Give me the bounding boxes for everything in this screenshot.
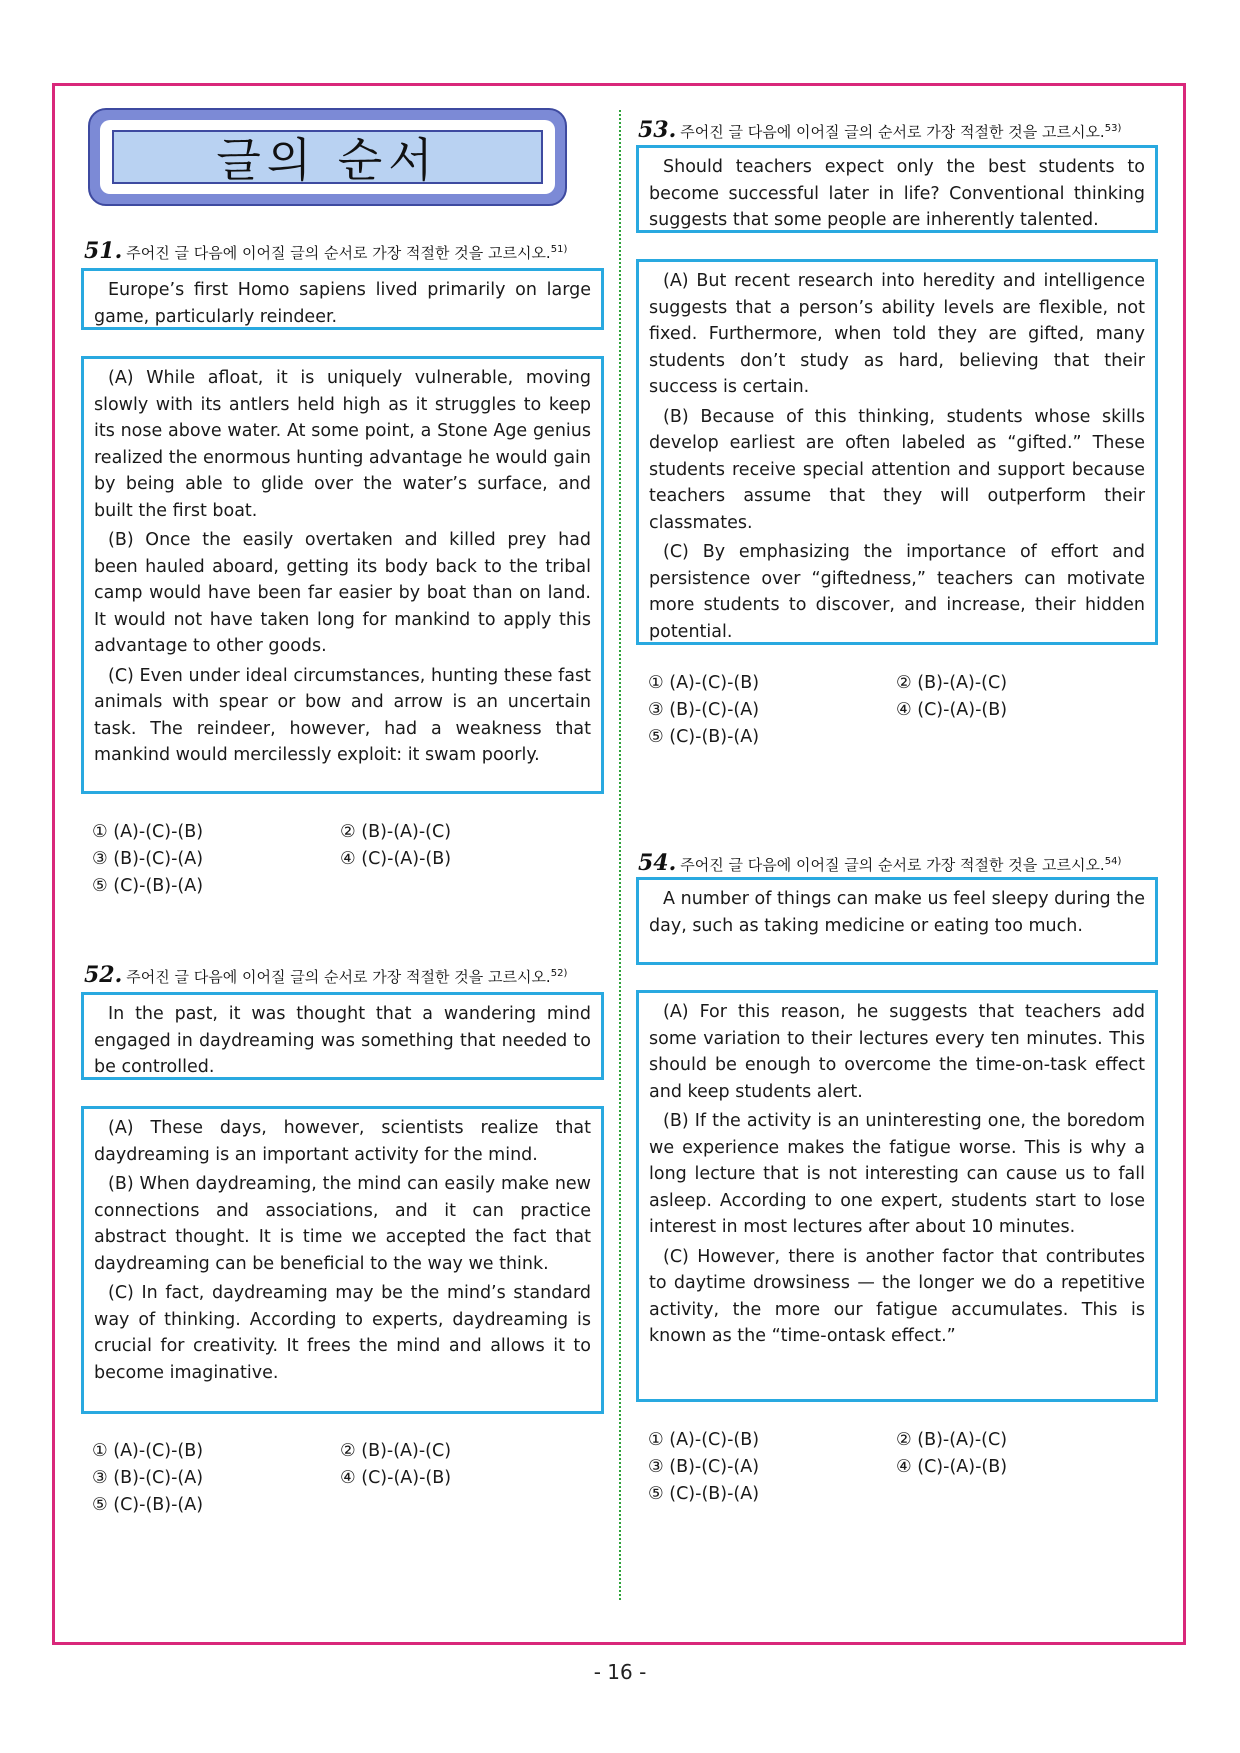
- option-1[interactable]: ① (A)-(C)-(B): [648, 673, 760, 693]
- question-ref: 53): [1104, 123, 1122, 134]
- paragraph-c: (C) In fact, daydreaming may be the mind’s standard way of thinking. According to experts, daydreaming is crucial for creativity. It frees the mind and allows it to become imaginative.: [94, 1283, 591, 1383]
- option-5[interactable]: ⑤ (C)-(B)-(A): [648, 727, 760, 747]
- option-4[interactable]: ④ (C)-(A)-(B): [896, 700, 1008, 720]
- option-1[interactable]: ① (A)-(C)-(B): [648, 1430, 760, 1450]
- page-number: - 16 -: [593, 1660, 647, 1684]
- option-4[interactable]: ④ (C)-(A)-(B): [896, 1457, 1008, 1477]
- given-passage-51: [81, 268, 604, 330]
- paragraph-a: (A) But recent research into heredity and intelligence suggests that a person’s ability levels are flexible, not fixed. Furthermore, when told they are gifted, many students don’t study as hard, believing that their success is certain.: [649, 271, 1145, 397]
- answer-options-52: [92, 1438, 588, 1519]
- paragraph-c: (C) Even under ideal circumstances, hunting these fast animals with spear or bow and arrow is an uncertain task. The reindeer, however, had a weakness that mankind would mercilessly exploit: it swam poorly.: [94, 665, 591, 765]
- question-number: 51.: [84, 238, 123, 264]
- given-text: A number of things can make us feel sleepy during the day, such as taking medicine or eating too much.: [649, 889, 1145, 936]
- answer-options-51: [92, 819, 588, 900]
- paragraph-b: (B) Once the easily overtaken and killed prey had been hauled aboard, getting its body back to the tribal camp would have been far easier by boat than on land. It would not have taken long for mankind to apply this advantage to other goods.: [94, 530, 591, 656]
- paragraph-box-53: [636, 259, 1158, 645]
- option-5[interactable]: ⑤ (C)-(B)-(A): [648, 1484, 760, 1504]
- option-4[interactable]: ④ (C)-(A)-(B): [340, 849, 452, 869]
- question-header-54: [638, 850, 1121, 876]
- given-text: Europe’s first Homo sapiens lived primarily on large game, particularly reindeer.: [94, 280, 591, 327]
- option-4[interactable]: ④ (C)-(A)-(B): [340, 1468, 452, 1488]
- question-number: 52.: [84, 962, 123, 988]
- given-text: Should teachers expect only the best students to become successful later in life? Conventional thinking suggests that some people are inherently talented.: [649, 157, 1145, 230]
- paragraph-b: (B) When daydreaming, the mind can easily make new connections and associations, and it can practice abstract thought. It is time we accepted the fact that daydreaming can be beneficial to the way we think.: [94, 1174, 591, 1274]
- paragraph-box-51: [81, 356, 604, 794]
- paragraph-c: (C) By emphasizing the importance of effort and persistence over “giftedness,” teachers can motivate more students to discover, and increase, their hidden potential.: [649, 542, 1145, 642]
- option-3[interactable]: ③ (B)-(C)-(A): [648, 700, 760, 720]
- question-ref: 52): [550, 968, 568, 979]
- question-ref: 51): [550, 244, 568, 255]
- question-header-52: [84, 962, 567, 988]
- option-1[interactable]: ① (A)-(C)-(B): [92, 1441, 204, 1461]
- option-3[interactable]: ③ (B)-(C)-(A): [92, 1468, 204, 1488]
- paragraph-a: (A) While afloat, it is uniquely vulnerable, moving slowly with its antlers held high as it struggles to keep its nose above water. At some point, a Stone Age genius realized the enormous hunting advantage he would gain by being able to glide over the water’s surface, and built the first boat.: [94, 368, 591, 521]
- given-passage-54: [636, 877, 1158, 965]
- paragraph-b: (B) If the activity is an uninteresting one, the boredom we experience makes the fatigue worse. This is why a long lecture that is not interesting can cause us to fall asleep. According to one expert, students start to lose interest in most lectures after about 10 minutes.: [649, 1111, 1145, 1237]
- question-instruction: 주어진 글 다음에 이어질 글의 순서로 가장 적절한 것을 고르시오.: [126, 244, 551, 262]
- given-passage-52: [81, 992, 604, 1080]
- option-2[interactable]: ② (B)-(A)-(C): [340, 1441, 452, 1461]
- question-instruction: 주어진 글 다음에 이어질 글의 순서로 가장 적절한 것을 고르시오.: [680, 856, 1105, 874]
- question-number: 53.: [638, 117, 677, 143]
- answer-options-53: [648, 670, 1144, 751]
- option-3[interactable]: ③ (B)-(C)-(A): [92, 849, 204, 869]
- question-ref: 54): [1104, 856, 1122, 867]
- question-number: 54.: [638, 850, 677, 876]
- paragraph-c: (C) However, there is another factor that contributes to daytime drowsiness — the longer we do a repetitive activity, the more our fatigue accumulates. This is known as the “time-ontask effect.”: [649, 1246, 1145, 1346]
- paragraph-b: (B) Because of this thinking, students whose skills develop earliest are often labeled as “gifted.” These students receive special attention and support because teachers assume that they will outperform their classmates.: [649, 406, 1145, 533]
- column-divider: [619, 110, 621, 1600]
- option-2[interactable]: ② (B)-(A)-(C): [340, 822, 452, 842]
- given-text: In the past, it was thought that a wandering mind engaged in daydreaming was something that needed to be controlled.: [94, 1004, 591, 1077]
- page-title: 글의 순서: [112, 130, 543, 184]
- paragraph-a: (A) These days, however, scientists realize that daydreaming is an important activity for the mind.: [94, 1118, 591, 1165]
- question-instruction: 주어진 글 다음에 이어질 글의 순서로 가장 적절한 것을 고르시오.: [680, 123, 1105, 141]
- option-2[interactable]: ② (B)-(A)-(C): [896, 673, 1008, 693]
- question-header-51: [84, 238, 567, 264]
- option-1[interactable]: ① (A)-(C)-(B): [92, 822, 204, 842]
- option-5[interactable]: ⑤ (C)-(B)-(A): [92, 876, 204, 896]
- paragraph-box-52: [81, 1106, 604, 1414]
- option-5[interactable]: ⑤ (C)-(B)-(A): [92, 1495, 204, 1515]
- question-header-53: [638, 117, 1121, 143]
- option-2[interactable]: ② (B)-(A)-(C): [896, 1430, 1008, 1450]
- paragraph-a: (A) For this reason, he suggests that teachers add some variation to their lectures every ten minutes. This should be enough to overcome the time-on-task effect and keep students alert.: [649, 1002, 1145, 1102]
- answer-options-54: [648, 1427, 1144, 1508]
- given-passage-53: [636, 145, 1158, 233]
- question-instruction: 주어진 글 다음에 이어질 글의 순서로 가장 적절한 것을 고르시오.: [126, 968, 551, 986]
- option-3[interactable]: ③ (B)-(C)-(A): [648, 1457, 760, 1477]
- paragraph-box-54: [636, 990, 1158, 1402]
